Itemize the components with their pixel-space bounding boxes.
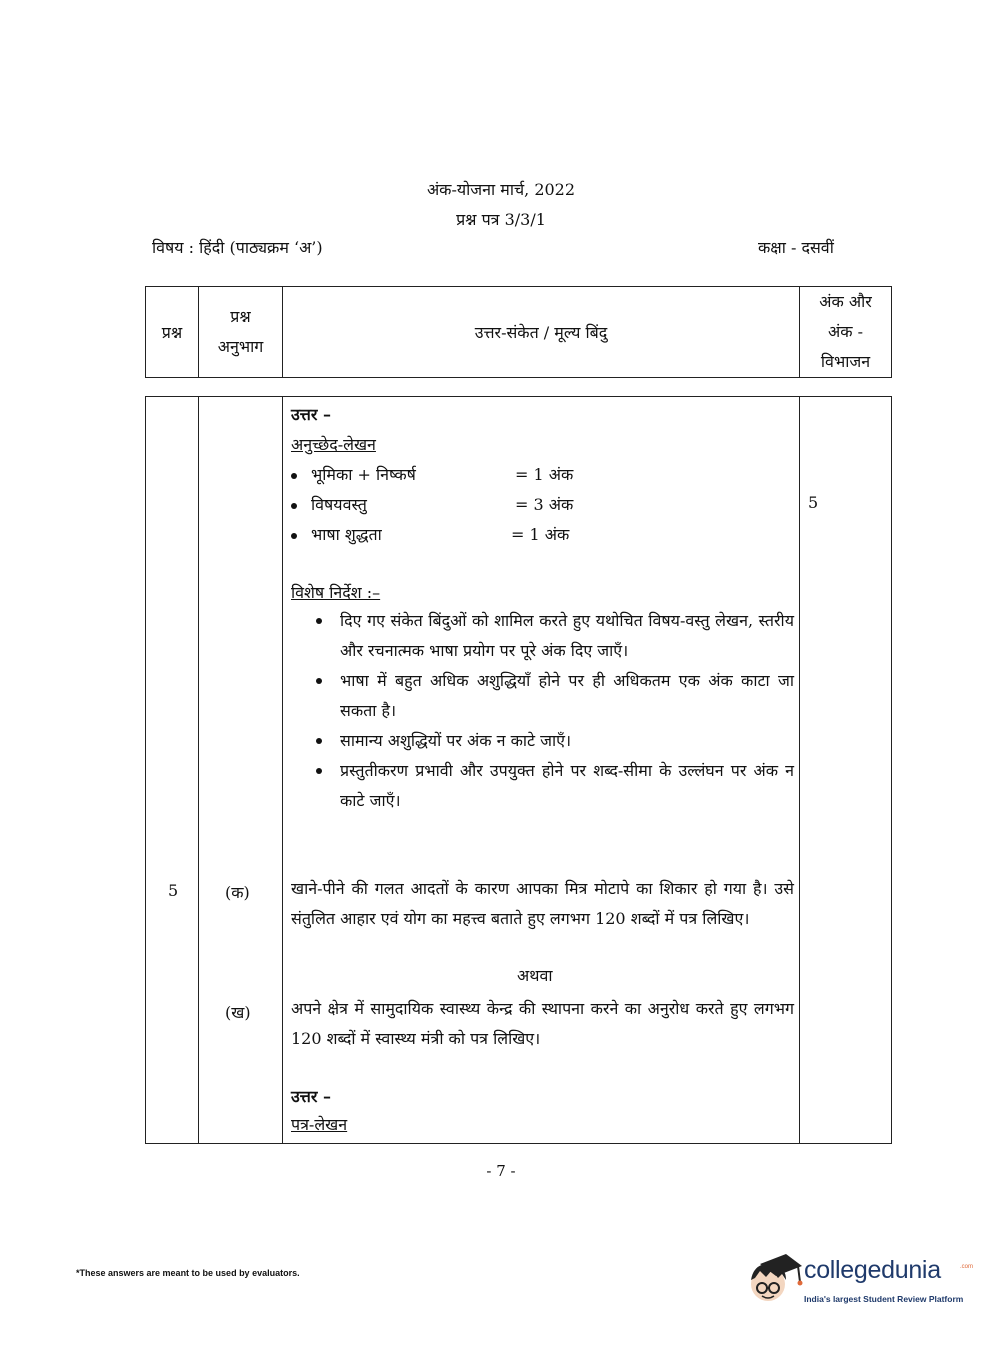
special-instructions-title: विशेष निर्देश :– bbox=[291, 583, 381, 602]
table-header bbox=[145, 286, 892, 378]
marks-item: भूमिका + निष्कर्ष bbox=[291, 463, 416, 485]
list-item: भाषा में बहुत अधिक अशुद्धियाँ होने पर ही अधिकतम एक अंक काटा जा सकता है। bbox=[340, 666, 794, 726]
marks-item: भाषा शुद्धता bbox=[291, 523, 382, 545]
evaluator-footnote: *These answers are meant to be used by evaluators. bbox=[76, 1268, 300, 1278]
logo-domain: .com bbox=[960, 1264, 974, 1270]
marks-value: = 1 अंक bbox=[515, 465, 574, 484]
col-question bbox=[146, 397, 199, 1144]
section-title-letter: पत्र-लेखन bbox=[291, 1115, 348, 1134]
marks-value: = 1 अंक bbox=[511, 525, 570, 544]
part-a-label: (क) bbox=[225, 883, 250, 902]
list-item: प्रस्तुतीकरण प्रभावी और उपयुक्त होने पर शब्द-सीमा के उल्लंघन पर अंक न काटे जाएँ। bbox=[340, 756, 794, 816]
page-number: - 7 - bbox=[486, 1162, 516, 1180]
col-section bbox=[199, 397, 283, 1144]
question-part-a-text: खाने-पीने की गलत आदतों के कारण आपका मित्र मोटापे का शिकार हो गया है। उसे संतुलित आहार एवं योग का महत्त्व बताते हुए लगभग 120 शब्दों में पत्र लिखिए। bbox=[291, 879, 794, 928]
list-item: दिए गए संकेत बिंदुओं को शामिल करते हुए यथोचित विषय-वस्तु लेखन, स्तरीय और रचनात्मक भाषा प्रयोग पर पूरे अंक दिए जाएँ। bbox=[340, 606, 794, 666]
answer-table bbox=[145, 396, 892, 1144]
bullet-icon bbox=[291, 473, 297, 479]
header-question: प्रश्न bbox=[146, 287, 199, 378]
question-part-b-text: अपने क्षेत्र में सामुदायिक स्वास्थ्य केन्द्र की स्थापना करने का अनुरोध करते हुए लगभग 120 शब्दों में स्वास्थ्य मंत्री को पत्र लिखिए। bbox=[291, 999, 794, 1048]
class-label: कक्षा - दसवीं bbox=[758, 238, 834, 257]
subject-label: विषय : हिंदी (पाठ्यक्रम ‘अ’) bbox=[152, 238, 323, 257]
collegedunia-logo bbox=[742, 1250, 972, 1316]
or-label: अथवा bbox=[517, 966, 553, 985]
bullet-icon bbox=[316, 618, 322, 624]
logo-wordmark: collegedunia bbox=[804, 1256, 941, 1284]
bullet-icon bbox=[291, 533, 297, 539]
bullet-icon bbox=[316, 738, 322, 744]
bullet-icon bbox=[291, 503, 297, 509]
question-number: 5 bbox=[168, 881, 179, 900]
list-item: सामान्य अशुद्धियों पर अंक न काटे जाएँ। bbox=[340, 726, 794, 756]
section-title-paragraph: अनुच्छेद-लेखन bbox=[291, 435, 376, 454]
part-b-label: (ख) bbox=[225, 1003, 251, 1022]
bullet-icon bbox=[316, 678, 322, 684]
answer-label-2: उत्तर – bbox=[291, 1087, 331, 1106]
answer-label: उत्तर – bbox=[291, 405, 331, 424]
paper-code: प्रश्न पत्र 3/3/1 bbox=[456, 210, 546, 229]
marks-value: = 3 अंक bbox=[515, 495, 574, 514]
header-answer-points: उत्तर-संकेत / मूल्य बिंदु bbox=[283, 287, 800, 378]
col-answer bbox=[283, 397, 800, 1144]
bullet-icon bbox=[316, 768, 322, 774]
header-section: प्रश्न अनुभाग bbox=[199, 287, 283, 378]
special-instructions-list bbox=[340, 606, 794, 816]
col-marks bbox=[800, 397, 892, 1144]
mascot-icon bbox=[742, 1250, 804, 1312]
logo-tagline: India's largest Student Review Platform bbox=[804, 1294, 964, 1304]
header-marks: अंक और अंक - विभाजन bbox=[800, 287, 892, 378]
marks-item: विषयवस्तु bbox=[291, 493, 367, 515]
total-marks: 5 bbox=[808, 493, 819, 512]
scheme-title: अंक-योजना मार्च, 2022 bbox=[426, 180, 576, 199]
